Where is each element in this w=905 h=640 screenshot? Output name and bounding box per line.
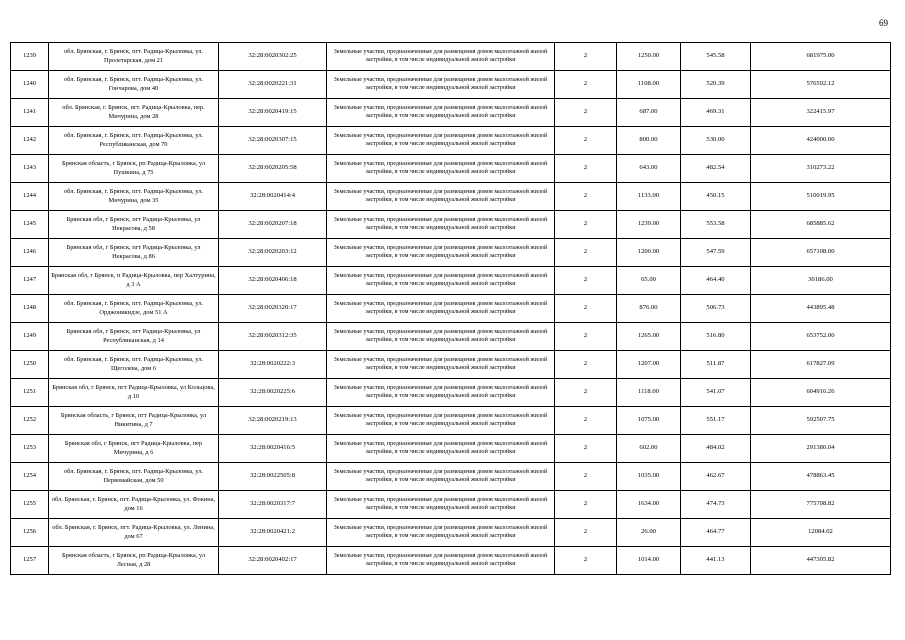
specific-value-cell: 506.73 (681, 295, 751, 323)
address-cell: обл. Брянская, г. Брянск, пгт. Радица-Крыловка, ул. Щеголева, дом 6 (49, 351, 219, 379)
table-row (11, 43, 891, 71)
row-number-cell: 1249 (11, 323, 49, 351)
row-number-cell: 1252 (11, 407, 49, 435)
row-number-cell: 1242 (11, 127, 49, 155)
table-row (11, 155, 891, 183)
land-use-cell: Земельные участки, предназначенные для размещения домов малоэтажной жилой застройки, в том числе индивидуальной жилой застройки (327, 463, 555, 491)
specific-value-cell: 551.17 (681, 407, 751, 435)
address-cell: Брянская обл, г Брянск, пгт Радица-Крыловка, ул Некрасова, д 58 (49, 211, 219, 239)
cadastral-number-cell: 32:28:0020219:13 (219, 407, 327, 435)
specific-value-cell: 516.80 (681, 323, 751, 351)
row-number-cell: 1257 (11, 547, 49, 575)
group-cell: 2 (555, 491, 617, 519)
group-cell: 2 (555, 127, 617, 155)
area-cell: 1634.00 (617, 491, 681, 519)
address-cell: обл. Брянская, г. Брянск, пгт. Радица-Крыловка, ул. Мичурина, дом 35 (49, 183, 219, 211)
group-cell: 2 (555, 267, 617, 295)
area-cell: 876.00 (617, 295, 681, 323)
cadastral-value-cell: 447305.82 (751, 547, 891, 575)
address-cell: обл. Брянская, г. Брянск, пгт. Радица-Крыловка, пер. Мичурина, дом 28 (49, 99, 219, 127)
table-row (11, 519, 891, 547)
cadastral-number-cell: 32:28:0020225:6 (219, 379, 327, 407)
area-cell: 1200.00 (617, 239, 681, 267)
address-cell: Брянская область, г Брянск, рп Радица-Крыловка, ул Пушкина, д 75 (49, 155, 219, 183)
table-row (11, 323, 891, 351)
cadastral-value-cell: 775708.82 (751, 491, 891, 519)
specific-value-cell: 541.07 (681, 379, 751, 407)
row-number-cell: 1240 (11, 71, 49, 99)
row-number-cell: 1250 (11, 351, 49, 379)
address-cell: Брянская область, г Брянск, рп Радица-Крыловка, ул Лесная, д 28 (49, 547, 219, 575)
group-cell: 2 (555, 71, 617, 99)
specific-value-cell: 441.13 (681, 547, 751, 575)
land-use-cell: Земельные участки, предназначенные для размещения домов малоэтажной жилой застройки, в том числе индивидуальной жилой застройки (327, 295, 555, 323)
address-cell: Брянская обл, г Брянск, пгт Радица-Крыловка, ул Некрасова, д 86 (49, 239, 219, 267)
group-cell: 2 (555, 407, 617, 435)
table-row (11, 547, 891, 575)
cadastral-number-cell: 32:28:0020222:3 (219, 351, 327, 379)
specific-value-cell: 520.39 (681, 71, 751, 99)
group-cell: 2 (555, 43, 617, 71)
specific-value-cell: 553.58 (681, 211, 751, 239)
cadastral-value-cell: 510019.95 (751, 183, 891, 211)
table-row (11, 211, 891, 239)
cadastral-number-cell: 32:28:0020312:35 (219, 323, 327, 351)
row-number-cell: 1248 (11, 295, 49, 323)
area-cell: 1108.00 (617, 71, 681, 99)
specific-value-cell: 464.40 (681, 267, 751, 295)
land-use-cell: Земельные участки, предназначенные для размещения домов малоэтажной жилой застройки, в том числе индивидуальной жилой застройки (327, 211, 555, 239)
table-row (11, 491, 891, 519)
land-use-cell: Земельные участки, предназначенные для размещения домов малоэтажной жилой застройки, в том числе индивидуальной жилой застройки (327, 547, 555, 575)
area-cell: 1239.00 (617, 211, 681, 239)
group-cell: 2 (555, 379, 617, 407)
area-cell: 1265.00 (617, 323, 681, 351)
land-use-cell: Земельные участки, предназначенные для размещения домов малоэтажной жилой застройки, в том числе индивидуальной жилой застройки (327, 379, 555, 407)
table-body (11, 43, 891, 575)
table-row (11, 127, 891, 155)
group-cell: 2 (555, 183, 617, 211)
cadastral-value-cell: 322415.97 (751, 99, 891, 127)
area-cell: 643.00 (617, 155, 681, 183)
cadastral-value-table (10, 42, 891, 575)
land-use-cell: Земельные участки, предназначенные для размещения домов малоэтажной жилой застройки, в том числе индивидуальной жилой застройки (327, 267, 555, 295)
cadastral-value-cell: 12084.02 (751, 519, 891, 547)
cadastral-number-cell: 32:28:0020317:7 (219, 491, 327, 519)
cadastral-number-cell: 32:28:0020307:15 (219, 127, 327, 155)
table-row (11, 351, 891, 379)
area-cell: 687.00 (617, 99, 681, 127)
cadastral-number-cell: 32:28:0020302:25 (219, 43, 327, 71)
row-number-cell: 1244 (11, 183, 49, 211)
area-cell: 1207.00 (617, 351, 681, 379)
cadastral-value-cell: 592507.75 (751, 407, 891, 435)
table-row (11, 463, 891, 491)
table-row (11, 379, 891, 407)
group-cell: 2 (555, 519, 617, 547)
cadastral-value-cell: 443895.48 (751, 295, 891, 323)
cadastral-value-cell: 30186.00 (751, 267, 891, 295)
area-cell: 1118.00 (617, 379, 681, 407)
cadastral-number-cell: 32:28:0020320:17 (219, 295, 327, 323)
address-cell: обл. Брянская, г. Брянск, пгт. Радица-Крыловка, ул. Пролетарская, дом 21 (49, 43, 219, 71)
specific-value-cell: 450.15 (681, 183, 751, 211)
table-row (11, 295, 891, 323)
land-use-cell: Земельные участки, предназначенные для размещения домов малоэтажной жилой застройки, в том числе индивидуальной жилой застройки (327, 43, 555, 71)
area-cell: 65.00 (617, 267, 681, 295)
table-row (11, 435, 891, 463)
cadastral-value-cell: 657108.00 (751, 239, 891, 267)
land-use-cell: Земельные участки, предназначенные для размещения домов малоэтажной жилой застройки, в том числе индивидуальной жилой застройки (327, 435, 555, 463)
row-number-cell: 1243 (11, 155, 49, 183)
cadastral-number-cell: 32:28:0020421:2 (219, 519, 327, 547)
area-cell: 602.00 (617, 435, 681, 463)
group-cell: 2 (555, 547, 617, 575)
area-cell: 1133.00 (617, 183, 681, 211)
cadastral-number-cell: 32:28:0020419:15 (219, 99, 327, 127)
row-number-cell: 1251 (11, 379, 49, 407)
group-cell: 2 (555, 211, 617, 239)
group-cell: 2 (555, 323, 617, 351)
land-use-cell: Земельные участки, предназначенные для размещения домов малоэтажной жилой застройки, в том числе индивидуальной жилой застройки (327, 491, 555, 519)
row-number-cell: 1255 (11, 491, 49, 519)
page-number: 69 (879, 18, 888, 28)
cadastral-value-cell: 310273.22 (751, 155, 891, 183)
group-cell: 2 (555, 239, 617, 267)
land-use-cell: Земельные участки, предназначенные для размещения домов малоэтажной жилой застройки, в том числе индивидуальной жилой застройки (327, 407, 555, 435)
cadastral-value-cell: 478863.45 (751, 463, 891, 491)
group-cell: 2 (555, 155, 617, 183)
row-number-cell: 1245 (11, 211, 49, 239)
cadastral-number-cell: 32:28:0020207:18 (219, 211, 327, 239)
specific-value-cell: 547.59 (681, 239, 751, 267)
row-number-cell: 1241 (11, 99, 49, 127)
specific-value-cell: 511.87 (681, 351, 751, 379)
group-cell: 2 (555, 295, 617, 323)
area-cell: 26.00 (617, 519, 681, 547)
cadastral-value-cell: 681975.00 (751, 43, 891, 71)
row-number-cell: 1253 (11, 435, 49, 463)
land-use-cell: Земельные участки, предназначенные для размещения домов малоэтажной жилой застройки, в том числе индивидуальной жилой застройки (327, 323, 555, 351)
cadastral-number-cell: 32:28:0020406:18 (219, 267, 327, 295)
land-use-cell: Земельные участки, предназначенные для размещения домов малоэтажной жилой застройки, в том числе индивидуальной жилой застройки (327, 71, 555, 99)
row-number-cell: 1256 (11, 519, 49, 547)
row-number-cell: 1254 (11, 463, 49, 491)
cadastral-value-cell: 424000.00 (751, 127, 891, 155)
address-cell: Брянская обл, г Брянск, п Радица-Крыловка, пер Халтурина, д 3 А (49, 267, 219, 295)
cadastral-number-cell: 32:28:0020414:4 (219, 183, 327, 211)
cadastral-value-cell: 604916.26 (751, 379, 891, 407)
table-row (11, 71, 891, 99)
cadastral-value-cell: 576592.12 (751, 71, 891, 99)
land-use-cell: Земельные участки, предназначенные для размещения домов малоэтажной жилой застройки, в том числе индивидуальной жилой застройки (327, 127, 555, 155)
address-cell: обл. Брянская, г. Брянск, пгт. Радица-Крыловка, ул. Ленина, дом 67 (49, 519, 219, 547)
group-cell: 2 (555, 463, 617, 491)
area-cell: 1075.00 (617, 407, 681, 435)
specific-value-cell: 474.73 (681, 491, 751, 519)
cadastral-value-cell: 617827.09 (751, 351, 891, 379)
table-row (11, 407, 891, 435)
table-row (11, 183, 891, 211)
specific-value-cell: 484.02 (681, 435, 751, 463)
group-cell: 2 (555, 99, 617, 127)
cadastral-number-cell: 32:28:0020203:12 (219, 239, 327, 267)
specific-value-cell: 482.54 (681, 155, 751, 183)
cadastral-number-cell: 32:28:0020221:31 (219, 71, 327, 99)
area-cell: 800.00 (617, 127, 681, 155)
address-cell: обл. Брянская, г. Брянск, пгт. Радица-Крыловка, ул. Фокина, дом 16 (49, 491, 219, 519)
specific-value-cell: 469.31 (681, 99, 751, 127)
specific-value-cell: 545.58 (681, 43, 751, 71)
address-cell: обл. Брянская, г. Брянск, пгт. Радица-Крыловка, ул. Орджоникидзе, дом 51 А (49, 295, 219, 323)
specific-value-cell: 530.00 (681, 127, 751, 155)
land-use-cell: Земельные участки, предназначенные для размещения домов малоэтажной жилой застройки, в том числе индивидуальной жилой застройки (327, 351, 555, 379)
address-cell: Брянская область, г Брянск, пгт Радица-Крыловка, ул Никитина, д 7 (49, 407, 219, 435)
group-cell: 2 (555, 351, 617, 379)
address-cell: обл. Брянская, г. Брянск, пгт. Радица-Крыловка, ул. Гончарова, дом 40 (49, 71, 219, 99)
land-use-cell: Земельные участки, предназначенные для размещения домов малоэтажной жилой застройки, в том числе индивидуальной жилой застройки (327, 519, 555, 547)
specific-value-cell: 464.77 (681, 519, 751, 547)
address-cell: Брянская обл, г Брянск, пгт Радица-Крыловка, ул Кольцова, д 10 (49, 379, 219, 407)
table-row (11, 99, 891, 127)
land-use-cell: Земельные участки, предназначенные для размещения домов малоэтажной жилой застройки, в том числе индивидуальной жилой застройки (327, 155, 555, 183)
address-cell: Брянская обл, г Брянск, пгт Радица-Крыловка, ул Республиканская, д 14 (49, 323, 219, 351)
cadastral-value-cell: 291380.04 (751, 435, 891, 463)
address-cell: обл. Брянская, г. Брянск, пгт. Радица-Крыловка, ул. Первомайская, дом 50 (49, 463, 219, 491)
address-cell: обл. Брянская, г. Брянск, пгт. Радица-Крыловка, ул. Республиканская, дом 70 (49, 127, 219, 155)
row-number-cell: 1246 (11, 239, 49, 267)
cadastral-number-cell: 32:28:0020402:17 (219, 547, 327, 575)
group-cell: 2 (555, 435, 617, 463)
cadastral-number-cell: 32:28:0020416:5 (219, 435, 327, 463)
address-cell: Брянская обл, г Брянск, пгт Радица-Крыловка, пер Мичурина, д 6 (49, 435, 219, 463)
table-row (11, 267, 891, 295)
area-cell: 1035.00 (617, 463, 681, 491)
land-use-cell: Земельные участки, предназначенные для размещения домов малоэтажной жилой застройки, в том числе индивидуальной жилой застройки (327, 239, 555, 267)
row-number-cell: 1247 (11, 267, 49, 295)
cadastral-value-cell: 653752.00 (751, 323, 891, 351)
table-row (11, 239, 891, 267)
cadastral-value-cell: 685885.62 (751, 211, 891, 239)
row-number-cell: 1239 (11, 43, 49, 71)
area-cell: 1250.00 (617, 43, 681, 71)
land-use-cell: Земельные участки, предназначенные для размещения домов малоэтажной жилой застройки, в том числе индивидуальной жилой застройки (327, 183, 555, 211)
cadastral-number-cell: 32:28:0022505:8 (219, 463, 327, 491)
specific-value-cell: 462.67 (681, 463, 751, 491)
cadastral-number-cell: 32:28:0020205:58 (219, 155, 327, 183)
land-use-cell: Земельные участки, предназначенные для размещения домов малоэтажной жилой застройки, в том числе индивидуальной жилой застройки (327, 99, 555, 127)
area-cell: 1014.00 (617, 547, 681, 575)
